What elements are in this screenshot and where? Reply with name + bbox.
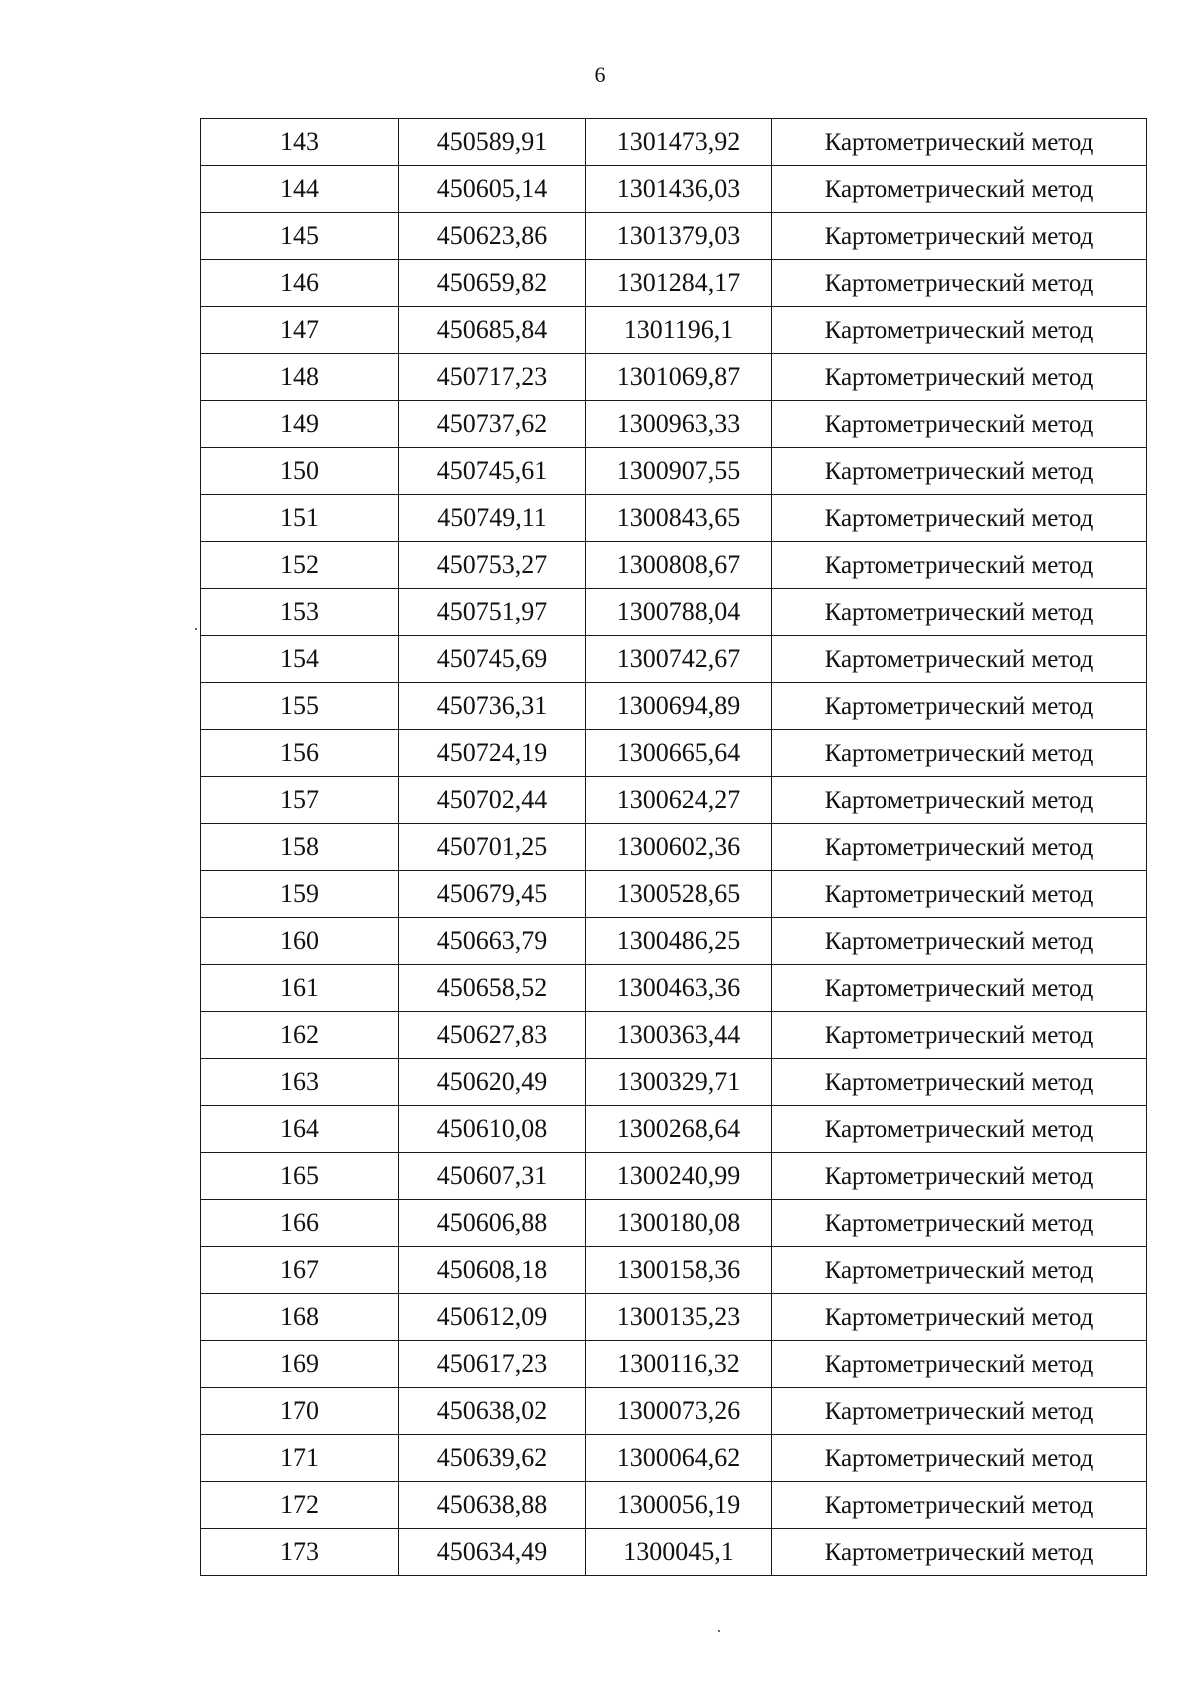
x-coordinate-cell: 450736,31 — [399, 683, 586, 730]
point-number-cell: 151 — [201, 495, 399, 542]
table-row — [201, 260, 1147, 307]
x-coordinate-cell: 450717,23 — [399, 354, 586, 401]
table-row — [201, 166, 1147, 213]
y-coordinate-cell: 1301069,87 — [586, 354, 772, 401]
y-coordinate-cell: 1300808,67 — [586, 542, 772, 589]
point-number-cell: 168 — [201, 1294, 399, 1341]
method-cell: Картометрический метод — [772, 1341, 1147, 1388]
x-coordinate-cell: 450679,45 — [399, 871, 586, 918]
x-coordinate-cell: 450658,52 — [399, 965, 586, 1012]
x-coordinate-cell: 450634,49 — [399, 1529, 586, 1576]
x-coordinate-cell: 450701,25 — [399, 824, 586, 871]
table-row — [201, 871, 1147, 918]
x-coordinate-cell: 450753,27 — [399, 542, 586, 589]
table-row — [201, 1294, 1147, 1341]
point-number-cell: 153 — [201, 589, 399, 636]
method-cell: Картометрический метод — [772, 1529, 1147, 1576]
point-number-cell: 149 — [201, 401, 399, 448]
y-coordinate-cell: 1300329,71 — [586, 1059, 772, 1106]
x-coordinate-cell: 450605,14 — [399, 166, 586, 213]
method-cell: Картометрический метод — [772, 918, 1147, 965]
x-coordinate-cell: 450620,49 — [399, 1059, 586, 1106]
point-number-cell: 155 — [201, 683, 399, 730]
y-coordinate-cell: 1300180,08 — [586, 1200, 772, 1247]
table-row — [201, 683, 1147, 730]
point-number-cell: 165 — [201, 1153, 399, 1200]
y-coordinate-cell: 1300045,1 — [586, 1529, 772, 1576]
point-number-cell: 164 — [201, 1106, 399, 1153]
x-coordinate-cell: 450607,31 — [399, 1153, 586, 1200]
table-row — [201, 401, 1147, 448]
x-coordinate-cell: 450659,82 — [399, 260, 586, 307]
point-number-cell: 169 — [201, 1341, 399, 1388]
point-number-cell: 157 — [201, 777, 399, 824]
y-coordinate-cell: 1301436,03 — [586, 166, 772, 213]
method-cell: Картометрический метод — [772, 1106, 1147, 1153]
method-cell: Картометрический метод — [772, 401, 1147, 448]
point-number-cell: 159 — [201, 871, 399, 918]
x-coordinate-cell: 450685,84 — [399, 307, 586, 354]
method-cell: Картометрический метод — [772, 119, 1147, 166]
x-coordinate-cell: 450737,62 — [399, 401, 586, 448]
point-number-cell: 154 — [201, 636, 399, 683]
point-number-cell: 150 — [201, 448, 399, 495]
y-coordinate-cell: 1300073,26 — [586, 1388, 772, 1435]
point-number-cell: 161 — [201, 965, 399, 1012]
point-number-cell: 167 — [201, 1247, 399, 1294]
method-cell: Картометрический метод — [772, 495, 1147, 542]
point-number-cell: 152 — [201, 542, 399, 589]
method-cell: Картометрический метод — [772, 1153, 1147, 1200]
coordinates-table — [200, 118, 1147, 1576]
method-cell: Картометрический метод — [772, 166, 1147, 213]
table-row — [201, 354, 1147, 401]
scan-speck — [718, 1630, 720, 1632]
y-coordinate-cell: 1300624,27 — [586, 777, 772, 824]
y-coordinate-cell: 1300056,19 — [586, 1482, 772, 1529]
x-coordinate-cell: 450745,69 — [399, 636, 586, 683]
y-coordinate-cell: 1300064,62 — [586, 1435, 772, 1482]
point-number-cell: 173 — [201, 1529, 399, 1576]
x-coordinate-cell: 450745,61 — [399, 448, 586, 495]
table-row — [201, 1247, 1147, 1294]
table-row — [201, 448, 1147, 495]
point-number-cell: 145 — [201, 213, 399, 260]
table-row — [201, 965, 1147, 1012]
method-cell: Картометрический метод — [772, 307, 1147, 354]
scan-speck — [195, 628, 197, 630]
x-coordinate-cell: 450751,97 — [399, 589, 586, 636]
method-cell: Картометрический метод — [772, 1482, 1147, 1529]
y-coordinate-cell: 1300268,64 — [586, 1106, 772, 1153]
table-row — [201, 1106, 1147, 1153]
y-coordinate-cell: 1301379,03 — [586, 213, 772, 260]
x-coordinate-cell: 450623,86 — [399, 213, 586, 260]
method-cell: Картометрический метод — [772, 730, 1147, 777]
coordinates-table-body — [201, 119, 1147, 1576]
point-number-cell: 146 — [201, 260, 399, 307]
x-coordinate-cell: 450663,79 — [399, 918, 586, 965]
y-coordinate-cell: 1300135,23 — [586, 1294, 772, 1341]
y-coordinate-cell: 1301473,92 — [586, 119, 772, 166]
table-row — [201, 213, 1147, 260]
point-number-cell: 147 — [201, 307, 399, 354]
x-coordinate-cell: 450639,62 — [399, 1435, 586, 1482]
point-number-cell: 158 — [201, 824, 399, 871]
table-row — [201, 1341, 1147, 1388]
x-coordinate-cell: 450606,88 — [399, 1200, 586, 1247]
y-coordinate-cell: 1300788,04 — [586, 589, 772, 636]
point-number-cell: 160 — [201, 918, 399, 965]
method-cell: Картометрический метод — [772, 542, 1147, 589]
x-coordinate-cell: 450612,09 — [399, 1294, 586, 1341]
method-cell: Картометрический метод — [772, 1059, 1147, 1106]
y-coordinate-cell: 1300486,25 — [586, 918, 772, 965]
method-cell: Картометрический метод — [772, 589, 1147, 636]
x-coordinate-cell: 450749,11 — [399, 495, 586, 542]
table-row — [201, 1200, 1147, 1247]
y-coordinate-cell: 1300528,65 — [586, 871, 772, 918]
method-cell: Картометрический метод — [772, 448, 1147, 495]
point-number-cell: 148 — [201, 354, 399, 401]
y-coordinate-cell: 1300158,36 — [586, 1247, 772, 1294]
method-cell: Картометрический метод — [772, 1435, 1147, 1482]
table-row — [201, 1482, 1147, 1529]
table-row — [201, 1153, 1147, 1200]
x-coordinate-cell: 450627,83 — [399, 1012, 586, 1059]
table-row — [201, 1059, 1147, 1106]
method-cell: Картометрический метод — [772, 636, 1147, 683]
y-coordinate-cell: 1300843,65 — [586, 495, 772, 542]
table-row — [201, 824, 1147, 871]
point-number-cell: 166 — [201, 1200, 399, 1247]
table-row — [201, 1529, 1147, 1576]
method-cell: Картометрический метод — [772, 1388, 1147, 1435]
method-cell: Картометрический метод — [772, 871, 1147, 918]
table-row — [201, 1388, 1147, 1435]
point-number-cell: 163 — [201, 1059, 399, 1106]
x-coordinate-cell: 450608,18 — [399, 1247, 586, 1294]
y-coordinate-cell: 1300694,89 — [586, 683, 772, 730]
table-row — [201, 542, 1147, 589]
point-number-cell: 144 — [201, 166, 399, 213]
point-number-cell: 170 — [201, 1388, 399, 1435]
table-row — [201, 730, 1147, 777]
table-row — [201, 589, 1147, 636]
method-cell: Картометрический метод — [772, 354, 1147, 401]
x-coordinate-cell: 450589,91 — [399, 119, 586, 166]
method-cell: Картометрический метод — [772, 824, 1147, 871]
x-coordinate-cell: 450638,88 — [399, 1482, 586, 1529]
y-coordinate-cell: 1300463,36 — [586, 965, 772, 1012]
table-row — [201, 918, 1147, 965]
y-coordinate-cell: 1300602,36 — [586, 824, 772, 871]
y-coordinate-cell: 1301284,17 — [586, 260, 772, 307]
point-number-cell: 162 — [201, 1012, 399, 1059]
method-cell: Картометрический метод — [772, 965, 1147, 1012]
point-number-cell: 143 — [201, 119, 399, 166]
x-coordinate-cell: 450702,44 — [399, 777, 586, 824]
point-number-cell: 156 — [201, 730, 399, 777]
y-coordinate-cell: 1300363,44 — [586, 1012, 772, 1059]
table-row — [201, 636, 1147, 683]
method-cell: Картометрический метод — [772, 777, 1147, 824]
y-coordinate-cell: 1300240,99 — [586, 1153, 772, 1200]
method-cell: Картометрический метод — [772, 1200, 1147, 1247]
table-row — [201, 119, 1147, 166]
y-coordinate-cell: 1300665,64 — [586, 730, 772, 777]
x-coordinate-cell: 450724,19 — [399, 730, 586, 777]
y-coordinate-cell: 1300116,32 — [586, 1341, 772, 1388]
table-row — [201, 307, 1147, 354]
point-number-cell: 172 — [201, 1482, 399, 1529]
y-coordinate-cell: 1300963,33 — [586, 401, 772, 448]
method-cell: Картометрический метод — [772, 683, 1147, 730]
table-row — [201, 777, 1147, 824]
table-row — [201, 1012, 1147, 1059]
x-coordinate-cell: 450610,08 — [399, 1106, 586, 1153]
point-number-cell: 171 — [201, 1435, 399, 1482]
method-cell: Картометрический метод — [772, 1012, 1147, 1059]
y-coordinate-cell: 1300742,67 — [586, 636, 772, 683]
method-cell: Картометрический метод — [772, 213, 1147, 260]
table-row — [201, 1435, 1147, 1482]
method-cell: Картометрический метод — [772, 260, 1147, 307]
table-row — [201, 495, 1147, 542]
y-coordinate-cell: 1300907,55 — [586, 448, 772, 495]
page-number: 6 — [594, 62, 606, 87]
y-coordinate-cell: 1301196,1 — [586, 307, 772, 354]
x-coordinate-cell: 450638,02 — [399, 1388, 586, 1435]
x-coordinate-cell: 450617,23 — [399, 1341, 586, 1388]
method-cell: Картометрический метод — [772, 1247, 1147, 1294]
method-cell: Картометрический метод — [772, 1294, 1147, 1341]
